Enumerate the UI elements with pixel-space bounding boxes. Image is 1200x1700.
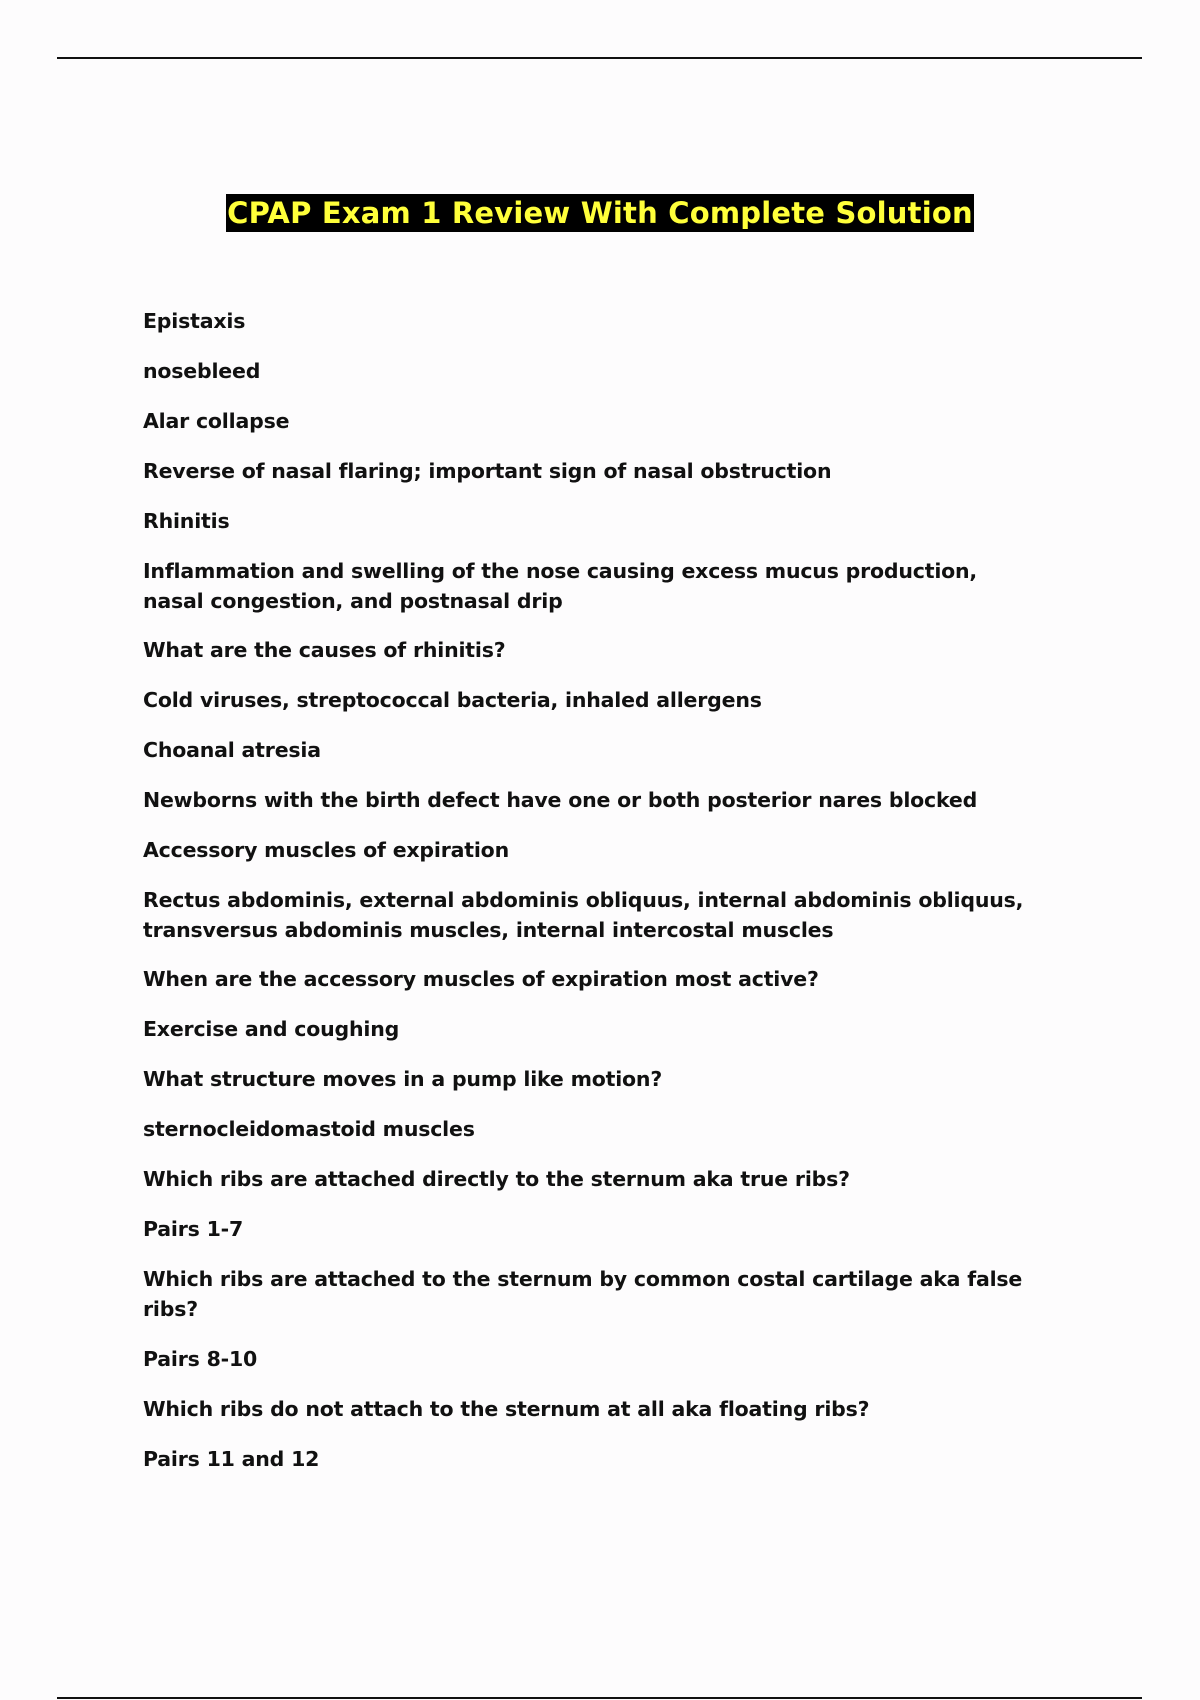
definition: Cold viruses, streptococcal bacteria, inhaled allergens (143, 688, 762, 712)
term: What are the causes of rhinitis? (143, 638, 506, 662)
title-container (0, 194, 1200, 232)
definition: sternocleidomastoid muscles (143, 1117, 475, 1141)
document-title: CPAP Exam 1 Review With Complete Solution (227, 196, 973, 230)
definition: Inflammation and swelling of the nose causing excess mucus production, nasal congestion, and postnasal drip (143, 559, 978, 613)
term: Alar collapse (143, 409, 290, 433)
footer-rule (57, 1697, 1142, 1699)
term: When are the accessory muscles of expiration most active? (143, 967, 819, 991)
definition: nosebleed (143, 359, 261, 383)
term: Which ribs are attached to the sternum by common costal cartilage aka false ribs? (143, 1267, 1023, 1321)
term: Epistaxis (143, 309, 246, 333)
term: Rhinitis (143, 509, 230, 533)
definition: Pairs 8-10 (143, 1347, 258, 1371)
definition: Reverse of nasal flaring; important sign of nasal obstruction (143, 459, 832, 483)
definition: Newborns with the birth defect have one or both posterior nares blocked (143, 788, 978, 812)
document-body (143, 306, 1043, 1494)
definition: Pairs 11 and 12 (143, 1447, 320, 1471)
term: Choanal atresia (143, 738, 321, 762)
term: Which ribs do not attach to the sternum at all aka floating ribs? (143, 1397, 870, 1421)
term: Accessory muscles of expiration (143, 838, 509, 862)
definition: Pairs 1-7 (143, 1217, 244, 1241)
term: What structure moves in a pump like motion? (143, 1067, 663, 1091)
definition: Rectus abdominis, external abdominis obliquus, internal abdominis obliquus, transversus abdominis muscles, internal intercostal muscles (143, 888, 1024, 942)
definition: Exercise and coughing (143, 1017, 400, 1041)
term: Which ribs are attached directly to the sternum aka true ribs? (143, 1167, 850, 1191)
header-rule (57, 57, 1142, 59)
